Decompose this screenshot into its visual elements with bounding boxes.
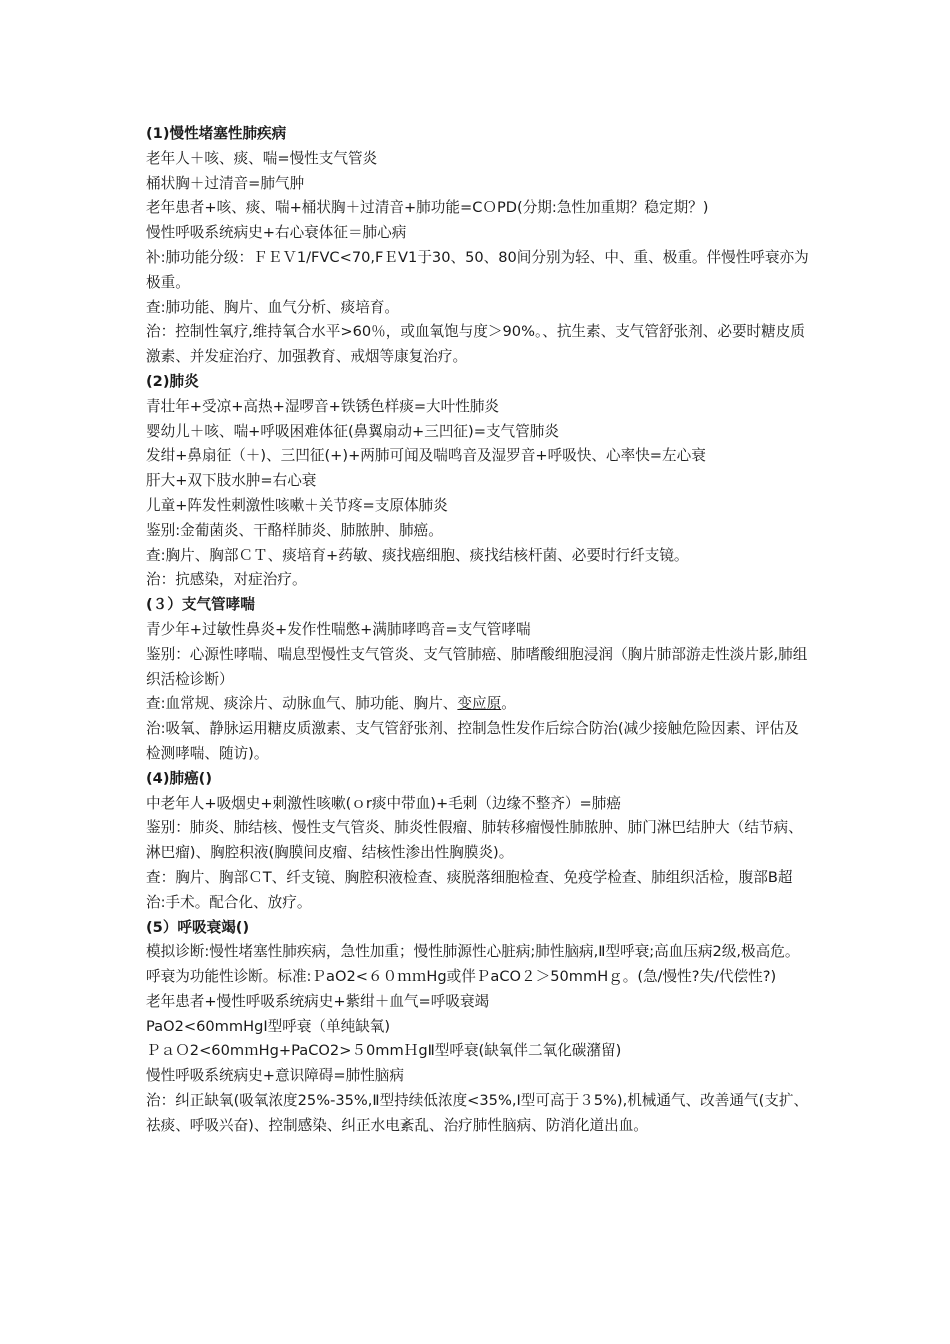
section-heading-respiratory-failure: (5）呼吸衰竭(): [146, 918, 250, 936]
text-line: 治:手术。配合化、放疗。: [146, 893, 312, 911]
check-suffix: 。: [501, 695, 516, 713]
text-line: 模拟诊断:慢性堵塞性肺疾病，急性加重；慢性肺源性心脏病;肺性脑病,Ⅱ型呼衰;高血压病2级,极高危。: [146, 943, 800, 961]
text-line: 治：抗感染，对症治疗。: [146, 571, 307, 589]
text-line: 儿童+阵发性刺激性咳嗽＋关节疼=支原体肺炎: [146, 496, 448, 514]
text-line: 鉴别：肺炎、肺结核、慢性支气管炎、肺炎性假瘤、肺转移瘤慢性肺脓肿、肺门淋巴结肿大（结节病、淋巴瘤)、胸腔积液(胸膜间皮瘤、结核性渗出性胸膜炎)。: [146, 819, 803, 862]
text-line: 鉴别：心源性哮喘、喘息型慢性支气管炎、支气管肺癌、肺嗜酸细胞浸润（胸片肺部游走性淡片影,肺组织活检诊断）: [146, 645, 808, 688]
text-line: 青少年+过敏性鼻炎+发作性喘憋+满肺哮鸣音=支气管哮喘: [146, 620, 531, 638]
text-line: 鉴别:金葡菌炎、干酪样肺炎、肺脓肿、肺癌。: [146, 521, 443, 539]
text-line: 查:胸片、胸部ＣＴ、痰培育+药敏、痰找癌细胞、痰找结核杆菌、必要时行纤支镜。: [146, 546, 689, 564]
text-line: 呼衰为功能性诊断。标准:ＰaO2<６０ｍｍHg或伴ＰaCO２＞50mmHｇ。(急/慢性?失/代偿性?): [146, 968, 777, 986]
text-line: 桶状胸＋过清音=肺气肿: [146, 174, 305, 192]
text-line: 老年患者+慢性呼吸系统病史+紫绀＋血气=呼吸衰竭: [146, 992, 490, 1010]
text-line: 补:肺功能分级：ＦＥＶ1/FVC<70,FＥV1于30、50、80间分别为轻、中、重、极重。伴慢性呼衰亦为极重。: [146, 248, 809, 291]
document-body: [146, 122, 812, 1139]
section-heading-pneumonia: (2)肺炎: [146, 372, 199, 390]
check-prefix: 查:血常规、痰涂片、动脉血气、肺功能、胸片、: [146, 695, 458, 713]
section-heading-copd: (1)慢性堵塞性肺疾病: [146, 125, 287, 142]
text-line: 肝大+双下肢水肿=右心衰: [146, 472, 317, 490]
text-line: 青壮年+受凉+高热+湿啰音+铁锈色样痰=大叶性肺炎: [146, 397, 500, 415]
text-line: 发绀+鼻扇征（＋)、三凹征(+)+两肺可闻及喘鸣音及湿罗音+呼吸快、心率快=左心衰: [146, 447, 706, 465]
text-line: 查：胸片、胸部ＣT、纤支镜、胸腔积液检查、痰脱落细胞检查、免疫学检查、肺组织活检，腹部B超: [146, 868, 793, 886]
text-line: 婴幼儿＋咳、喘+呼吸困难体征(鼻翼扇动+三凹征)=支气管肺炎: [146, 422, 559, 440]
text-line: 老年人＋咳、痰、喘=慢性支气管炎: [146, 149, 378, 167]
text-line: 老年患者+咳、痰、喘+桶状胸＋过清音+肺功能=CＯPD(分期:急性加重期？稳定期？): [146, 199, 709, 217]
text-line: ＰａＯ2<60mｍHg+PaCO2>５0mmＨgⅡ型呼衰(缺氧伴二氧化碳潴留): [146, 1042, 622, 1060]
text-line: 查:肺功能、胸片、血气分析、痰培育。: [146, 298, 400, 316]
section-heading-lung-cancer: (4)肺癌(): [146, 769, 213, 787]
text-line: 治：纠正缺氧(吸氧浓度25%-35%,Ⅱ型持续低浓度<35%,Ⅰ型可高于３5%),机械通气、改善通气(支扩、祛痰、呼吸兴奋)、控制感染、纠正水电紊乱、治疗肺性脑病、防消化道出血。: [146, 1092, 809, 1134]
underlined-term: 变应原: [457, 695, 502, 713]
text-line: 治：控制性氧疗,维持氧合水平>60％，或血氧饱与度＞90%。、抗生素、支气管舒张剂、必要时糖皮质激素、并发症治疗、加强教育、戒烟等康复治疗。: [146, 323, 805, 366]
text-line: PaO2<60mmHgⅠ型呼衰（单纯缺氧): [146, 1017, 391, 1035]
section-heading-asthma: (３）支气管哮喘: [146, 596, 255, 614]
text-line: 慢性呼吸系统病史+右心衰体征＝肺心病: [146, 224, 407, 242]
text-line: 慢性呼吸系统病史+意识障碍=肺性脑病: [146, 1067, 404, 1085]
text-line: 治:吸氧、静脉运用糖皮质激素、支气管舒张剂、控制急性发作后综合防治(减少接触危险因素、评估及检测哮喘、随访)。: [146, 720, 799, 762]
text-line-check: [146, 692, 812, 717]
text-line: 中老年人+吸烟史+刺激性咳嗽(ｏr痰中带血)+毛刺（边缘不整齐）=肺癌: [146, 794, 621, 812]
